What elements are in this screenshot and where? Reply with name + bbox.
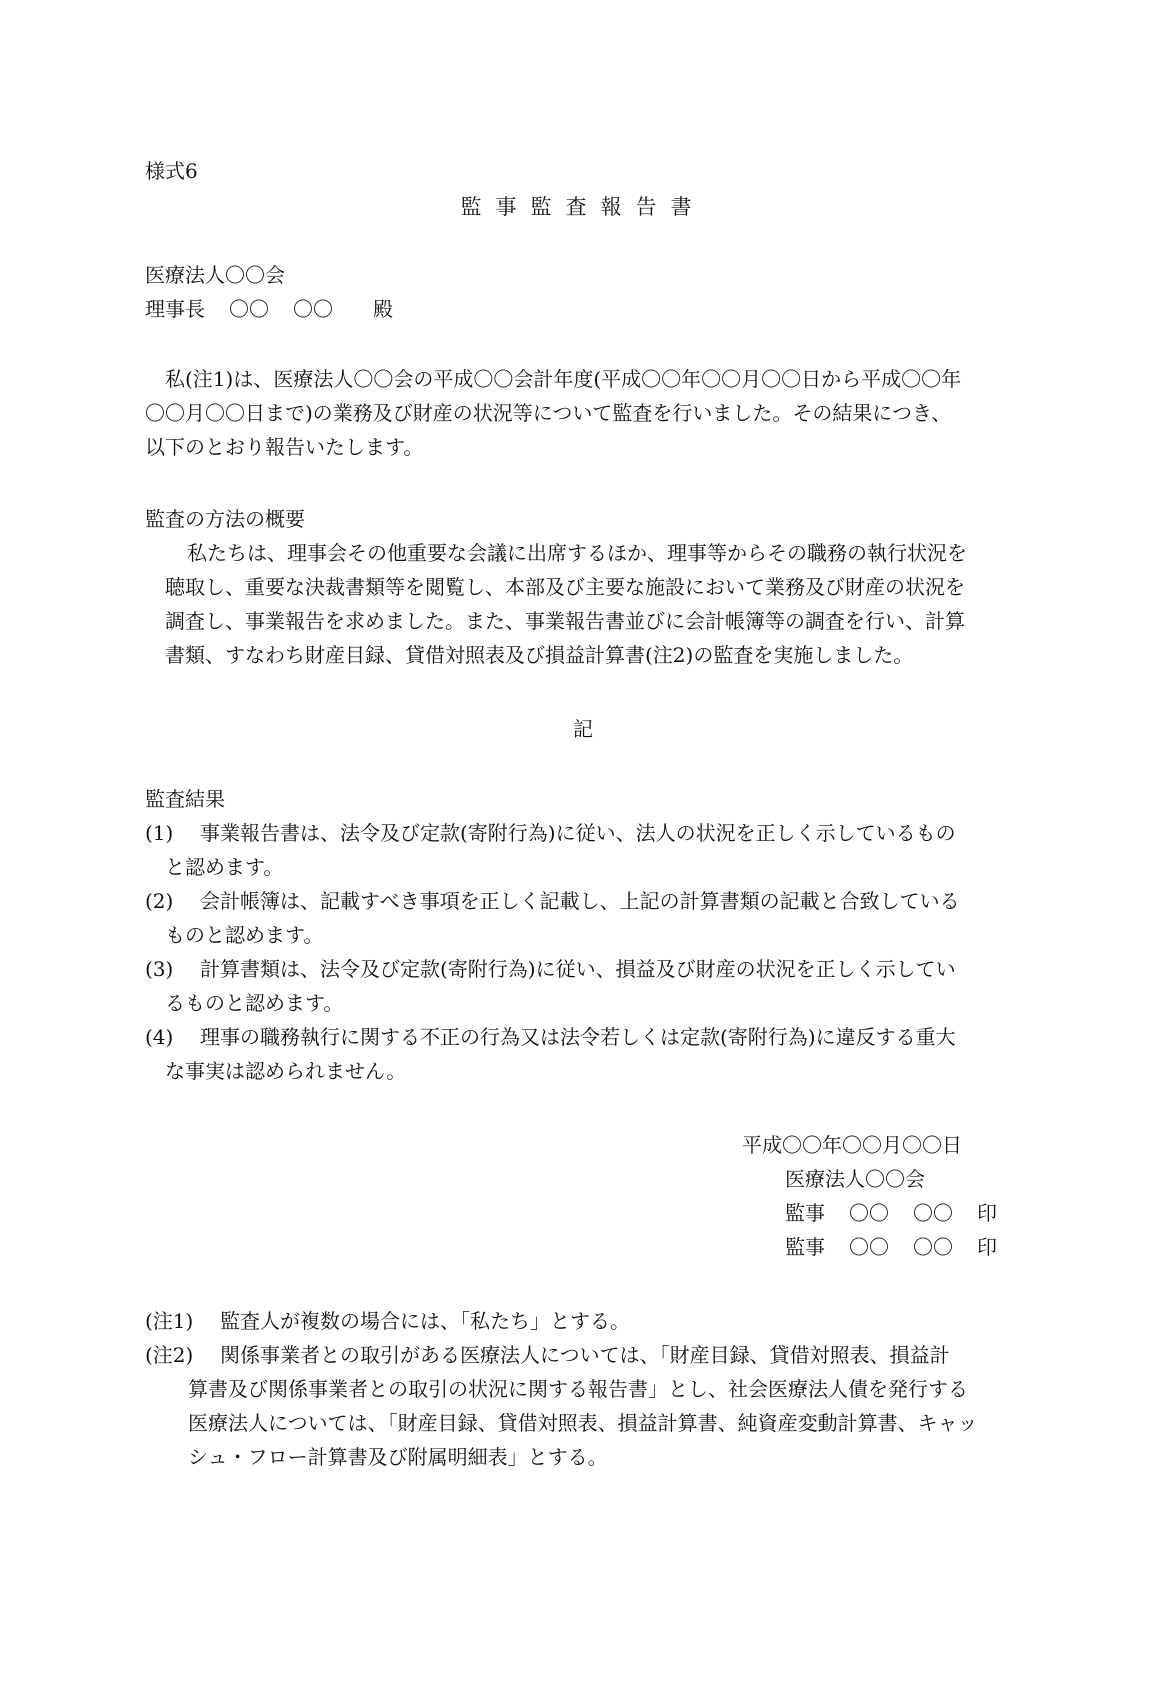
ki-heading: 記 [573,717,593,741]
seal-mark: 印 [977,1201,997,1225]
method-line: 書類、すなわち財産目録、貸借対照表及び損益計算書(注2)の監査を実施しました。 [165,643,914,667]
result-item-text: 事業報告書は、法令及び定款(寄附行為)に従い、法人の状況を正しく示しているもの [200,821,956,845]
result-item-text: 計算書類は、法令及び定款(寄附行為)に従い、損益及び財産の状況を正しく示してい [200,957,956,981]
results-section [145,782,1025,1088]
result-item-text: 理事の職務執行に関する不正の行為又は法令若しくは定款(寄附行為)に違反する重大 [200,1025,956,1049]
auditor-name-family: 〇〇 [849,1201,889,1225]
method-heading: 監査の方法の概要 [145,507,305,531]
addressee-block [145,258,1025,326]
signature-block [742,1128,1082,1264]
method-line: 聴取し、重要な決裁書類等を閲覧し、本部及び主要な施設において業務及び財産の状況を [165,575,965,599]
signature-date: 平成〇〇年〇〇月〇〇日 [742,1133,962,1157]
auditor-name-family: 〇〇 [849,1235,889,1259]
result-item-text: 会計帳簿は、記載すべき事項を正しく記載し、上記の計算書類の記載と合致している [200,889,960,913]
document-title: 監事監査報告書 [460,195,706,219]
auditor-name-given: 〇〇 [913,1201,953,1225]
note-text-cont: 医療法人については、「財産目録、貸借対照表、損益計算書、純資産変動計算書、キャッ [188,1411,978,1435]
method-line: 調査し、事業報告を求めました。また、事業報告書並びに会計帳簿等の調査を行い、計算 [165,609,965,633]
addressee-name-given: 〇〇 [293,297,333,321]
auditor-line [742,1230,1082,1264]
addressee-role: 理事長 [145,297,205,321]
result-item-text-cont: るものと認めます。 [165,991,344,1015]
note-item [145,1338,1025,1474]
results-heading: 監査結果 [145,787,225,811]
result-item-text-cont: ものと認めます。 [165,923,324,947]
method-line: 私たちは、理事会その他重要な会議に出席するほか、理事等からその職務の執行状況を [187,541,967,565]
intro-line: 以下のとおり報告いたします。 [145,435,424,459]
result-item-number: (1) [145,821,174,845]
result-item [145,816,1025,884]
result-item [145,952,1025,1020]
result-item [145,884,1025,952]
result-item-number: (3) [145,957,174,981]
result-item-number: (2) [145,889,174,913]
note-text: 関係事業者との取引がある医療法人については、「財産目録、貸借対照表、損益計 [220,1343,950,1367]
note-text: 監査人が複数の場合には、「私たち」とする。 [220,1309,630,1333]
addressee-org: 医療法人〇〇会 [145,263,285,287]
note-text-cont: 算書及び関係事業者との取引の状況に関する報告書」とし、社会医療法人債を発行する [188,1377,968,1401]
seal-mark: 印 [977,1235,997,1259]
notes-section [145,1304,1025,1474]
auditor-role: 監事 [785,1201,825,1225]
auditor-role: 監事 [785,1235,825,1259]
note-number: (注1) [145,1309,194,1333]
note-number: (注2) [145,1343,194,1367]
signature-org: 医療法人〇〇会 [785,1167,925,1191]
result-item-text-cont: な事実は認められません。 [165,1059,407,1083]
intro-line: 私(注1)は、医療法人〇〇会の平成〇〇会計年度(平成〇〇年〇〇月〇〇日から平成〇〇年 [165,367,962,391]
addressee-honorific: 殿 [373,297,393,321]
intro-line: 〇〇月〇〇日まで)の業務及び財産の状況等について監査を行いました。その結果につき、 [145,401,952,425]
intro-paragraph [145,362,1025,464]
form-label: 様式6 [145,159,198,183]
addressee-line [145,292,1025,326]
note-item [145,1304,1025,1338]
note-text-cont: シュ・フロー計算書及び附属明細表」とする。 [188,1445,608,1469]
auditor-name-given: 〇〇 [913,1235,953,1259]
result-item [145,1020,1025,1088]
method-section [145,502,1025,672]
addressee-name-family: 〇〇 [229,297,269,321]
result-item-number: (4) [145,1025,174,1049]
auditor-line [742,1196,1082,1230]
result-item-text-cont: と認めます。 [165,855,284,879]
